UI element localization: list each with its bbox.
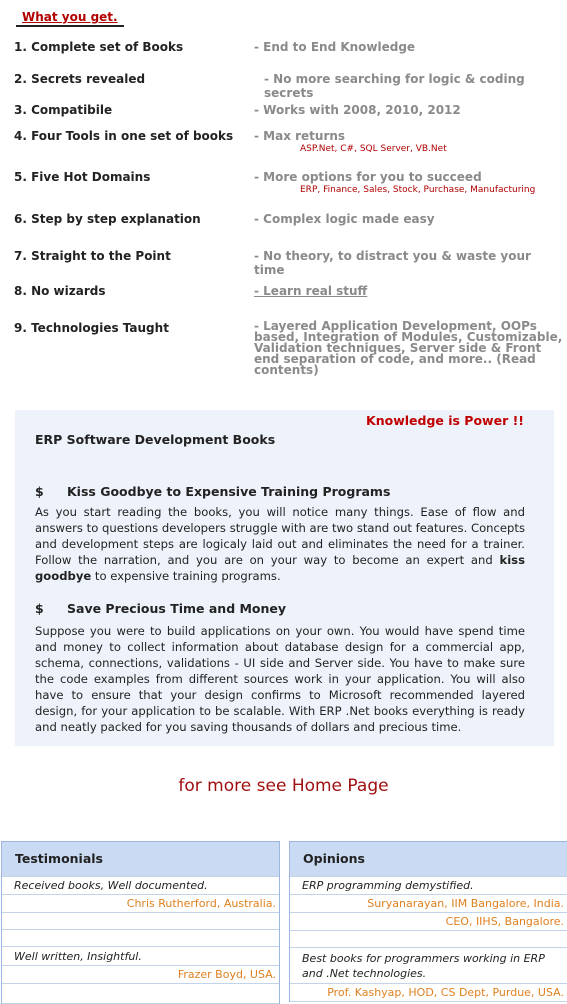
feature-title: 1. Complete set of Books	[14, 40, 184, 54]
testimonials-title: Testimonials	[2, 842, 279, 876]
opinions-title: Opinions	[290, 842, 567, 876]
blank-line	[2, 983, 279, 1004]
feature-subtext: ASP.Net, C#, SQL Server, VB.Net	[300, 144, 447, 154]
testimonial-quote: Received books, Well documented.	[2, 876, 279, 894]
feature-title: 3. Compatibile	[14, 103, 113, 117]
opinion-quote: Best books for programmers working in ERP and .Net technologies.	[290, 947, 567, 983]
section-heading: $ Kiss Goodbye to Expensive Training Programs	[35, 484, 391, 499]
feature-benefit: - Works with 2008, 2010, 2012	[254, 103, 461, 117]
section-heading: $ Save Precious Time and Money	[35, 601, 287, 616]
feature-benefit: - More options for you to succeed ERP, Finance, Sales, Stock, Purchase, Manufacturing	[254, 170, 564, 195]
section-paragraph: As you start reading the books, you will notice many things. Ease of flow and answers to questions developers struggle with are two stand out features. Concepts and development steps are logicaly laid out and eliminates the need for a trainer. Follow the narration, and you are on your way to become an expert and kiss goodbye to expensive training programs.	[35, 505, 525, 583]
feature-benefit: - Max returns ASP.Net, C#, SQL Server, VB.Net	[254, 129, 564, 154]
feature-title: 2. Secrets revealed	[14, 72, 146, 86]
opinion-author: Suryanarayan, IIM Bangalore, India.	[290, 894, 567, 912]
more-link-line: for more see Home Page	[178, 776, 389, 796]
info-panel	[15, 410, 554, 746]
section-paragraph: Suppose you were to build applications on your own. You would have spend time and money to collect information about database design for a commercial app, schema, connections, validations - UI side and Server side. You have to make sure the code examples from different sources work in your application. You will also have to ensure that your design confirms to Microsoft recommended layered design, for your application to be scalable. With ERP .Net books everything is ready and neatly packed for you saving thousands of dollars and precious time.	[35, 624, 525, 734]
feature-subtext: ERP, Finance, Sales, Stock, Purchase, Manufacturing	[300, 185, 536, 195]
opinion-author: Prof. Kashyap, HOD, CS Dept, Purdue, USA.	[290, 983, 567, 1002]
opinions-box	[289, 841, 567, 1002]
panel-title: ERP Software Development Books	[35, 432, 276, 447]
blank-line	[290, 930, 567, 947]
learn-real-stuff-link[interactable]: - Learn real stuff	[254, 284, 368, 298]
feature-title: 7. Straight to the Point	[14, 249, 171, 263]
opinion-author: CEO, IIHS, Bangalore.	[290, 912, 567, 930]
home-page-link[interactable]: Home Page	[291, 776, 389, 796]
what-you-get-heading: What you get.	[16, 8, 124, 27]
feature-title: 9. Technologies Taught	[14, 321, 169, 335]
blank-line	[2, 912, 279, 929]
feature-benefit: - No more searching for logic & coding secrets	[264, 72, 525, 100]
testimonial-author: Chris Rutherford, Australia.	[2, 894, 279, 912]
testimonials-box	[1, 841, 280, 1004]
opinion-quote: ERP programming demystified.	[290, 876, 567, 894]
testimonial-quote: Well written, Insightful.	[2, 946, 279, 965]
dollar-icon: $	[35, 601, 44, 616]
feature-title: 4. Four Tools in one set of books	[14, 129, 234, 143]
knowledge-slogan: Knowledge is Power !!	[366, 413, 524, 428]
feature-title: 5. Five Hot Domains	[14, 170, 151, 184]
feature-title: 6. Step by step explanation	[14, 212, 201, 226]
testimonial-author: Frazer Boyd, USA.	[2, 965, 279, 983]
feature-benefit: - No theory, to distract you & waste your time	[254, 249, 531, 277]
feature-benefit: - Complex logic made easy	[254, 212, 435, 226]
feature-title: 8. No wizards	[14, 284, 106, 298]
feature-benefit: - Layered Application Development, OOPs based, Integration of Modules, Customizable, Validation techniques, Server side & Front end separation of code, and more.. (Read contents)	[254, 319, 563, 377]
blank-line	[2, 929, 279, 946]
feature-benefit: - End to End Knowledge	[254, 40, 416, 54]
dollar-icon: $	[35, 484, 44, 499]
